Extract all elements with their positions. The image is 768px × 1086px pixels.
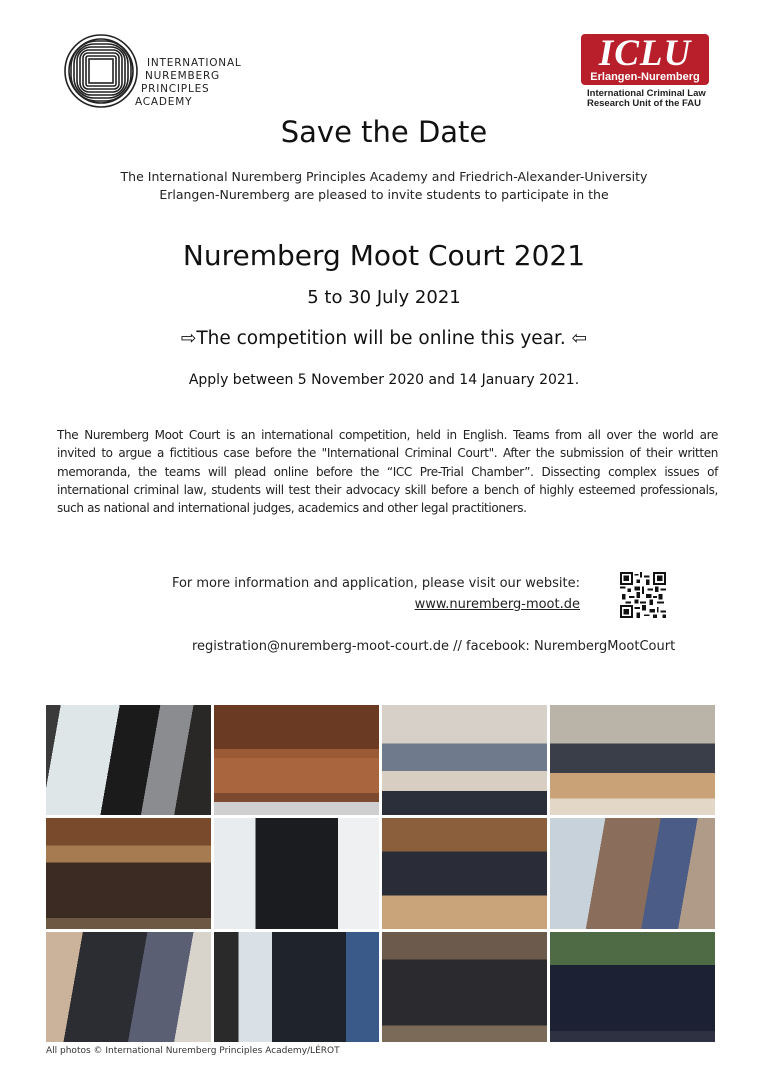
website-link[interactable]: www.nuremberg-moot.de bbox=[414, 597, 580, 612]
photo-grid bbox=[46, 705, 715, 1042]
event-name: Nuremberg Moot Court 2021 bbox=[182, 239, 586, 272]
info-block bbox=[140, 573, 580, 615]
qr-code-icon[interactable] bbox=[620, 572, 666, 618]
iclu-caption bbox=[581, 89, 711, 109]
inpa-logo-text bbox=[135, 57, 242, 109]
photo bbox=[46, 818, 211, 928]
iclu-subtitle: Erlangen-Nuremberg bbox=[590, 71, 700, 83]
photo bbox=[382, 705, 547, 815]
photo bbox=[550, 818, 715, 928]
inpa-logo bbox=[63, 33, 243, 109]
photo bbox=[550, 705, 715, 815]
photo bbox=[214, 705, 379, 815]
logo-line: INTERNATIONAL bbox=[147, 57, 242, 69]
logo-line: PRINCIPLES bbox=[141, 83, 210, 95]
intro-line: The International Nuremberg Principles Academy and Friedrich-Alexander-University bbox=[120, 169, 648, 184]
application-period: Apply between 5 November 2020 and 14 January 2021. bbox=[188, 372, 580, 388]
iclu-badge bbox=[581, 34, 709, 85]
contact-line: registration@nuremberg-moot-court.de // facebook: NurembergMootCourt bbox=[192, 639, 676, 654]
iclu-logo bbox=[581, 34, 711, 109]
logo-line: ACADEMY bbox=[135, 96, 193, 108]
iclu-caption-line: International Criminal Law bbox=[587, 88, 706, 99]
concentric-rings-icon bbox=[63, 33, 139, 109]
description-paragraph: The Nuremberg Moot Court is an international competition, held in English. Teams from all over the world are invited to argue a fictitious case before the "International Criminal Court". After the submission of their written memoranda, the teams will plead online before the “ICC Pre-Trial Chamber”. Dissecting complex issues of international criminal law, students will test their advocacy skill before a bench of highly esteemed professionals, such as national and international judges, academics and other legal practitioners. bbox=[57, 428, 718, 516]
photo bbox=[550, 932, 715, 1042]
photo bbox=[382, 932, 547, 1042]
page-title: Save the Date bbox=[280, 115, 488, 149]
intro-text bbox=[0, 168, 768, 204]
photo bbox=[382, 818, 547, 928]
iclu-caption-line: Research Unit of the FAU bbox=[587, 98, 702, 109]
info-text: For more information and application, please visit our website: bbox=[171, 576, 580, 591]
photo bbox=[46, 932, 211, 1042]
photo bbox=[214, 932, 379, 1042]
online-notice: ⇨The competition will be online this year. ⇦ bbox=[180, 328, 588, 349]
logo-line: NUREMBERG bbox=[145, 70, 220, 82]
photo bbox=[214, 818, 379, 928]
event-dates: 5 to 30 July 2021 bbox=[307, 287, 461, 308]
iclu-wordmark: ICLU bbox=[598, 33, 692, 74]
photo-credit: All photos © International Nuremberg Principles Academy/LÉROT bbox=[46, 1046, 340, 1056]
photo bbox=[46, 705, 211, 815]
intro-line: Erlangen-Nuremberg are pleased to invite students to participate in the bbox=[159, 187, 609, 202]
